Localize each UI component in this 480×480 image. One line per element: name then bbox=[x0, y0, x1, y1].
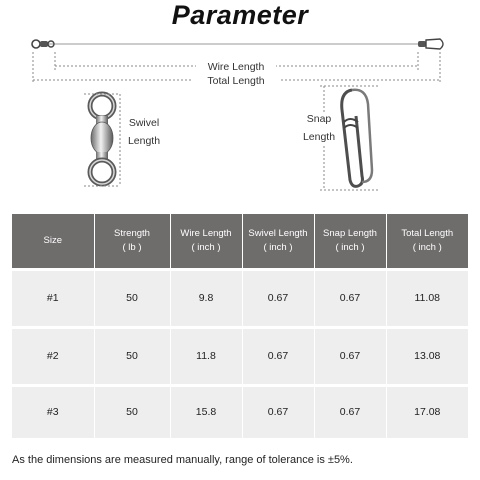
swivel-label-line2: Length bbox=[127, 135, 161, 147]
page-title: Parameter bbox=[171, 0, 309, 30]
parameter-diagram bbox=[0, 30, 480, 200]
table-row bbox=[12, 385, 468, 438]
cell-wire-length: 11.8 bbox=[170, 327, 242, 385]
header-total-length: Total Length ( inch ) bbox=[386, 214, 468, 270]
table-row bbox=[12, 270, 468, 328]
header-snap-length: Snap Length ( inch ) bbox=[314, 214, 386, 270]
cell-swivel-length: 0.67 bbox=[242, 385, 314, 438]
cell-total-length: 11.08 bbox=[386, 270, 468, 328]
snap-length-label bbox=[298, 112, 340, 144]
header-strength: Strength ( lb ) bbox=[94, 214, 170, 270]
swivel-label-line1: Swivel bbox=[128, 117, 160, 129]
tolerance-note: As the dimensions are measured manually, range of tolerance is ±5%. bbox=[12, 454, 353, 466]
header-size: Size bbox=[12, 214, 94, 270]
cell-total-length: 13.08 bbox=[386, 327, 468, 385]
cell-wire-length: 15.8 bbox=[170, 385, 242, 438]
cell-size: #1 bbox=[12, 270, 94, 328]
header-swivel-length: Swivel Length ( inch ) bbox=[242, 214, 314, 270]
swivel-icon bbox=[90, 94, 114, 184]
total-length-label: Total Length bbox=[192, 74, 280, 88]
cell-total-length: 17.08 bbox=[386, 385, 468, 438]
snap-label-line2: Length bbox=[302, 131, 336, 143]
table-header-row bbox=[12, 214, 468, 270]
cell-size: #3 bbox=[12, 385, 94, 438]
cell-swivel-length: 0.67 bbox=[242, 270, 314, 328]
cell-snap-length: 0.67 bbox=[314, 270, 386, 328]
cell-swivel-length: 0.67 bbox=[242, 327, 314, 385]
cell-wire-length: 9.8 bbox=[170, 270, 242, 328]
header-wire-length: Wire Length ( inch ) bbox=[170, 214, 242, 270]
table-row bbox=[12, 327, 468, 385]
cell-snap-length: 0.67 bbox=[314, 385, 386, 438]
snap-label-line1: Snap bbox=[306, 113, 332, 125]
cell-strength: 50 bbox=[94, 327, 170, 385]
cell-strength: 50 bbox=[94, 270, 170, 328]
right-snap-icon bbox=[418, 39, 443, 49]
wire-length-label: Wire Length bbox=[196, 60, 276, 74]
cell-strength: 50 bbox=[94, 385, 170, 438]
swivel-length-label bbox=[124, 116, 164, 148]
snap-icon bbox=[342, 90, 372, 187]
parameter-table bbox=[12, 214, 468, 438]
diagram-graphics bbox=[0, 30, 480, 200]
cell-snap-length: 0.67 bbox=[314, 327, 386, 385]
cell-size: #2 bbox=[12, 327, 94, 385]
